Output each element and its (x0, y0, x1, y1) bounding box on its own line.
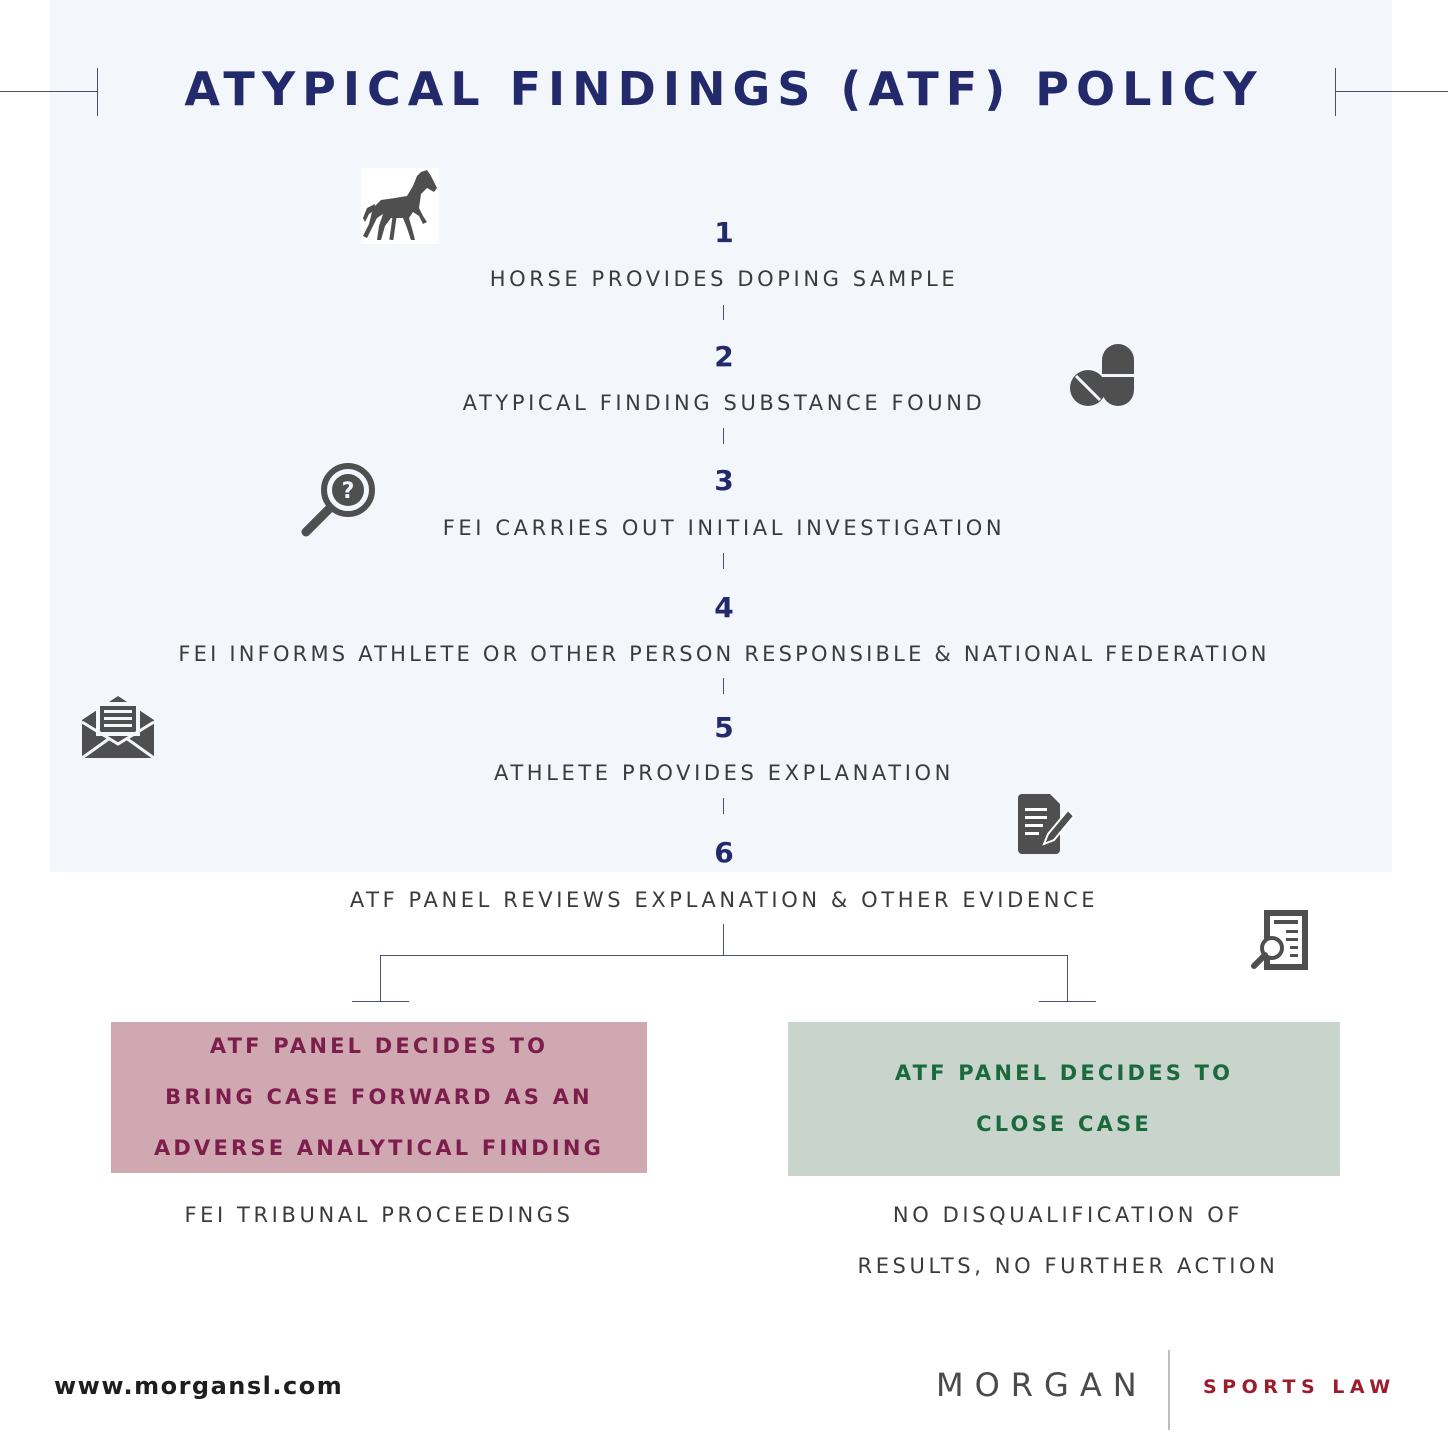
step-number: 3 (714, 464, 734, 497)
website-link[interactable]: www.morgansl.com (54, 1372, 344, 1400)
decision-box-aaf (111, 1022, 647, 1173)
step-number: 1 (714, 216, 734, 249)
decision-box-close (788, 1022, 1340, 1176)
pills-icon (1068, 342, 1138, 408)
decision-line: ADVERSE ANALYTICAL FINDING (153, 1136, 605, 1160)
connector-line (723, 798, 724, 814)
step-number: 2 (714, 340, 734, 373)
outcome-line: NO DISQUALIFICATION OF (892, 1203, 1244, 1227)
step-number: 6 (714, 836, 734, 869)
svg-text:?: ? (341, 479, 355, 504)
decision-line: ATF PANEL DECIDES TO (894, 1061, 1234, 1085)
document-search-icon (1250, 908, 1310, 972)
brand-divider (1168, 1350, 1170, 1430)
step-label: FEI INFORMS ATHLETE OR OTHER PERSON RESPONSIBLE & NATIONAL FEDERATION (178, 642, 1270, 666)
brand-subtitle: SPORTS LAW (1203, 1376, 1396, 1398)
connector-line (723, 678, 724, 694)
step-label: ATF PANEL REVIEWS EXPLANATION & OTHER EVIDENCE (349, 888, 1099, 912)
decision-line: ATF PANEL DECIDES TO (209, 1034, 549, 1058)
document-pen-icon (1016, 794, 1078, 854)
connector-line (723, 305, 724, 320)
outcome-left (111, 1190, 647, 1241)
branch-left-drop (380, 955, 381, 1001)
decision-line: CLOSE CASE (976, 1112, 1152, 1136)
magnifier-question-icon (300, 460, 380, 538)
branch-right-foot (1039, 1001, 1096, 1002)
connector-line (723, 553, 724, 569)
decision-line: BRING CASE FORWARD AS AN (165, 1085, 593, 1109)
step-label: ATHLETE PROVIDES EXPLANATION (494, 761, 954, 785)
step-label: HORSE PROVIDES DOPING SAMPLE (489, 267, 959, 291)
branch-left-foot (352, 1001, 409, 1002)
branch-right-drop (1067, 955, 1068, 1001)
horse-icon (361, 168, 439, 244)
branch-stem (723, 924, 724, 955)
step-number: 5 (714, 711, 734, 744)
connector-line (723, 428, 724, 444)
outcome-line: FEI TRIBUNAL PROCEEDINGS (184, 1203, 574, 1227)
step-number: 4 (714, 591, 734, 624)
outcome-line: RESULTS, NO FURTHER ACTION (857, 1254, 1279, 1278)
step-label: ATYPICAL FINDING SUBSTANCE FOUND (462, 391, 986, 415)
page-title: ATYPICAL FINDINGS (ATF) POLICY (184, 62, 1264, 116)
outcome-right (788, 1190, 1348, 1292)
step-label: FEI CARRIES OUT INITIAL INVESTIGATION (442, 516, 1006, 540)
envelope-letter-icon (80, 694, 156, 762)
branch-bar (380, 955, 1068, 956)
brand-logo: MORGAN (936, 1366, 1148, 1404)
